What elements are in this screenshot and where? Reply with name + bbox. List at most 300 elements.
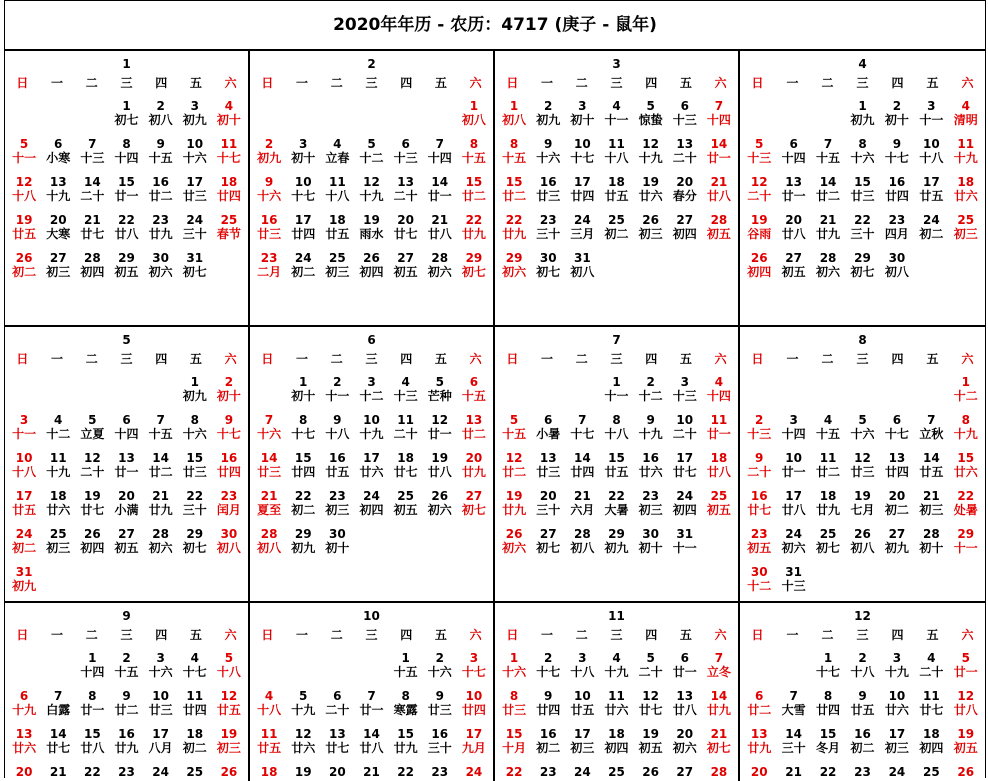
empty-cell xyxy=(776,647,810,685)
day-cell xyxy=(497,723,531,761)
lunar-date: 廿四 xyxy=(570,189,595,203)
gregorian-date: 24 xyxy=(465,765,483,779)
weekday-label: 四 xyxy=(891,628,904,642)
gregorian-date: 5 xyxy=(299,689,308,703)
gregorian-date: 25 xyxy=(819,527,837,541)
lunar-date: 廿六 xyxy=(638,465,663,479)
gregorian-date: 12 xyxy=(854,451,871,465)
month-panel xyxy=(740,51,985,327)
gregorian-date: 17 xyxy=(785,489,802,503)
gregorian-date: 8 xyxy=(469,137,479,151)
lunar-date: 廿八 xyxy=(706,189,731,203)
day-cell xyxy=(252,247,286,285)
gregorian-date: 8 xyxy=(509,689,519,703)
lunar-date: 十八 xyxy=(257,703,282,717)
lunar-date: 十八 xyxy=(216,665,241,679)
weekday-label: 一 xyxy=(541,352,554,366)
day-cell xyxy=(531,685,565,723)
day-cell xyxy=(457,371,491,409)
gregorian-date: 11 xyxy=(923,689,940,703)
weekday-label: 二 xyxy=(330,76,343,90)
lunar-date: 立春 xyxy=(325,151,350,165)
gregorian-date: 14 xyxy=(785,727,802,741)
day-cell xyxy=(144,523,178,561)
gregorian-date: 22 xyxy=(186,489,204,503)
day-cell xyxy=(354,247,388,285)
gregorian-date: 30 xyxy=(539,251,557,265)
lunar-date: 十二 xyxy=(953,389,978,403)
day-cell xyxy=(41,761,75,781)
lunar-date: 初九 xyxy=(884,541,909,555)
lunar-date: 廿五 xyxy=(325,227,350,241)
lunar-date: 廿五 xyxy=(12,227,37,241)
day-cell xyxy=(845,485,879,523)
gregorian-date: 4 xyxy=(333,137,342,151)
gregorian-date: 19 xyxy=(220,727,238,741)
day-cell xyxy=(742,133,776,171)
lunar-date: 廿九 xyxy=(461,465,486,479)
day-cell xyxy=(776,561,810,599)
weekday-label: 二 xyxy=(821,352,834,366)
gregorian-date: 15 xyxy=(505,727,523,741)
day-cell xyxy=(286,485,320,523)
day-cell xyxy=(286,171,320,209)
gregorian-date: 8 xyxy=(190,413,199,427)
gregorian-date: 14 xyxy=(363,727,380,741)
lunar-date: 廿八 xyxy=(953,703,978,717)
day-cell xyxy=(702,95,736,133)
day-cell xyxy=(457,447,491,485)
day-cell xyxy=(212,171,246,209)
day-grid xyxy=(5,95,248,285)
empty-cell xyxy=(742,647,776,685)
gregorian-date: 6 xyxy=(401,137,410,151)
lunar-date: 廿八 xyxy=(80,741,105,755)
day-cell xyxy=(7,447,41,485)
weekday-label: 四 xyxy=(400,628,413,642)
day-cell xyxy=(811,523,845,561)
day-cell xyxy=(776,171,810,209)
weekday-label: 日 xyxy=(261,352,274,366)
empty-cell xyxy=(286,95,320,133)
day-cell xyxy=(702,685,736,723)
gregorian-date: 13 xyxy=(785,175,802,189)
weekday-header xyxy=(740,347,985,371)
lunar-date: 十四 xyxy=(80,665,105,679)
weekday-label: 一 xyxy=(541,76,554,90)
lunar-date: 初六 xyxy=(427,265,452,279)
gregorian-date: 23 xyxy=(152,213,169,227)
lunar-date: 立冬 xyxy=(706,665,731,679)
gregorian-date: 18 xyxy=(220,175,238,189)
gregorian-date: 10 xyxy=(574,689,591,703)
day-cell xyxy=(914,133,948,171)
lunar-date: 谷雨 xyxy=(747,227,772,241)
day-cell xyxy=(41,485,75,523)
weekday-label: 三 xyxy=(610,628,623,642)
gregorian-date: 23 xyxy=(431,765,449,779)
gregorian-date: 7 xyxy=(578,413,587,427)
gregorian-date: 5 xyxy=(646,651,655,665)
lunar-date: 廿七 xyxy=(80,227,105,241)
day-cell xyxy=(634,647,668,685)
day-cell xyxy=(668,761,702,781)
lunar-date: 廿一 xyxy=(80,703,105,717)
day-cell xyxy=(949,409,983,447)
day-cell xyxy=(178,171,212,209)
lunar-date: 初七 xyxy=(182,541,207,555)
gregorian-date: 3 xyxy=(19,413,29,427)
gregorian-date: 22 xyxy=(465,213,483,227)
weekday-label: 日 xyxy=(506,76,519,90)
lunar-date: 廿九 xyxy=(706,703,731,717)
day-cell xyxy=(531,647,565,685)
lunar-date: 初十 xyxy=(570,113,595,127)
day-cell xyxy=(599,133,633,171)
lunar-date: 二十 xyxy=(393,427,418,441)
month-number: 8 xyxy=(858,333,867,347)
gregorian-date: 11 xyxy=(608,689,625,703)
gregorian-date: 4 xyxy=(190,651,199,665)
lunar-date: 初二 xyxy=(919,227,944,241)
gregorian-date: 28 xyxy=(819,251,837,265)
lunar-date: 十八 xyxy=(850,665,875,679)
day-cell xyxy=(389,723,423,761)
day-cell xyxy=(286,247,320,285)
gregorian-date: 2 xyxy=(892,99,902,113)
day-cell xyxy=(320,171,354,209)
gregorian-date: 20 xyxy=(118,489,135,503)
month-panel xyxy=(5,51,250,327)
empty-cell xyxy=(286,647,320,685)
gregorian-date: 14 xyxy=(574,451,591,465)
day-cell xyxy=(109,209,143,247)
day-cell xyxy=(811,447,845,485)
gregorian-date: 16 xyxy=(888,175,906,189)
month-number: 9 xyxy=(122,609,131,623)
month-panel xyxy=(5,603,250,781)
month-number: 5 xyxy=(122,333,131,347)
lunar-date: 初二 xyxy=(182,741,207,755)
lunar-date: 廿六 xyxy=(46,503,71,517)
gregorian-date: 19 xyxy=(363,213,380,227)
gregorian-date: 17 xyxy=(152,727,169,741)
lunar-date: 廿六 xyxy=(291,741,316,755)
lunar-date: 廿七 xyxy=(46,741,71,755)
gregorian-date: 11 xyxy=(819,451,837,465)
month-panel xyxy=(495,327,740,603)
lunar-date: 芒种 xyxy=(427,389,452,403)
empty-cell xyxy=(75,371,109,409)
gregorian-date: 7 xyxy=(367,689,376,703)
day-grid xyxy=(5,371,248,599)
empty-cell xyxy=(531,371,565,409)
day-cell xyxy=(742,523,776,561)
day-cell xyxy=(144,485,178,523)
day-cell xyxy=(252,209,286,247)
gregorian-date: 11 xyxy=(608,137,625,151)
lunar-date: 廿五 xyxy=(570,703,595,717)
lunar-date: 初十 xyxy=(216,113,241,127)
gregorian-date: 18 xyxy=(608,175,625,189)
day-cell xyxy=(497,761,531,781)
lunar-date: 十五 xyxy=(461,151,486,165)
day-cell xyxy=(286,409,320,447)
day-cell xyxy=(702,171,736,209)
gregorian-date: 15 xyxy=(957,451,975,465)
lunar-date: 廿五 xyxy=(850,703,875,717)
day-cell xyxy=(497,523,531,561)
day-cell xyxy=(742,447,776,485)
weekday-header xyxy=(5,347,248,371)
lunar-date: 三月 xyxy=(570,227,595,241)
day-cell xyxy=(320,133,354,171)
day-cell xyxy=(178,761,212,781)
day-cell xyxy=(41,723,75,761)
lunar-date: 九月 xyxy=(461,741,486,755)
day-cell xyxy=(742,247,776,285)
day-cell xyxy=(845,409,879,447)
day-cell xyxy=(565,523,599,561)
weekday-label: 四 xyxy=(891,352,904,366)
gregorian-date: 17 xyxy=(465,727,483,741)
day-cell xyxy=(178,485,212,523)
lunar-date: 十九 xyxy=(12,703,37,717)
day-cell xyxy=(914,409,948,447)
weekday-label: 四 xyxy=(400,352,413,366)
gregorian-date: 12 xyxy=(15,175,33,189)
gregorian-date: 22 xyxy=(608,489,625,503)
lunar-date: 廿六 xyxy=(638,189,663,203)
day-cell xyxy=(212,723,246,761)
day-cell xyxy=(320,523,354,561)
weekday-label: 四 xyxy=(400,76,413,90)
day-cell xyxy=(880,761,914,781)
day-cell xyxy=(531,133,565,171)
day-cell xyxy=(634,95,668,133)
lunar-date: 廿二 xyxy=(502,465,527,479)
gregorian-date: 16 xyxy=(152,175,169,189)
gregorian-date: 28 xyxy=(152,527,169,541)
day-cell xyxy=(531,409,565,447)
lunar-date: 二十 xyxy=(393,189,418,203)
day-cell xyxy=(914,171,948,209)
gregorian-date: 27 xyxy=(676,213,694,227)
month-panel xyxy=(740,327,985,603)
lunar-date: 处暑 xyxy=(953,503,978,517)
gregorian-date: 21 xyxy=(710,727,728,741)
gregorian-date: 3 xyxy=(299,137,308,151)
weekday-label: 六 xyxy=(469,352,482,366)
lunar-date: 初八 xyxy=(570,541,595,555)
day-cell xyxy=(109,647,143,685)
gregorian-date: 2 xyxy=(224,375,234,389)
lunar-date: 廿六 xyxy=(953,189,978,203)
day-cell xyxy=(423,171,457,209)
lunar-date: 廿四 xyxy=(216,465,241,479)
lunar-date: 廿八 xyxy=(359,741,384,755)
gregorian-date: 5 xyxy=(858,413,867,427)
empty-cell xyxy=(41,95,75,133)
day-grid xyxy=(5,647,248,781)
day-cell xyxy=(354,761,388,781)
lunar-date: 初二 xyxy=(12,541,37,555)
day-cell xyxy=(354,447,388,485)
day-cell xyxy=(811,485,845,523)
gregorian-date: 1 xyxy=(858,99,867,113)
lunar-date: 十六 xyxy=(536,151,561,165)
day-cell xyxy=(565,485,599,523)
day-cell xyxy=(212,409,246,447)
gregorian-date: 16 xyxy=(642,451,659,465)
lunar-date: 初三 xyxy=(46,541,71,555)
lunar-date: 初十 xyxy=(325,541,350,555)
lunar-date: 廿五 xyxy=(919,189,944,203)
day-cell xyxy=(914,685,948,723)
weekday-label: 六 xyxy=(714,76,727,90)
day-cell xyxy=(178,95,212,133)
gregorian-date: 11 xyxy=(220,137,238,151)
gregorian-date: 19 xyxy=(957,727,975,741)
day-cell xyxy=(457,485,491,523)
day-cell xyxy=(423,409,457,447)
gregorian-date: 16 xyxy=(539,175,557,189)
lunar-date: 廿六 xyxy=(12,741,37,755)
lunar-date: 二十 xyxy=(325,703,350,717)
gregorian-date: 23 xyxy=(888,213,906,227)
lunar-date: 十七 xyxy=(884,151,909,165)
weekday-label: 五 xyxy=(679,628,692,642)
gregorian-date: 10 xyxy=(15,451,33,465)
day-cell xyxy=(742,561,776,599)
gregorian-date: 1 xyxy=(961,375,970,389)
gregorian-date: 14 xyxy=(710,137,728,151)
lunar-date: 十八 xyxy=(604,427,629,441)
weekday-label: 一 xyxy=(786,352,799,366)
gregorian-date: 1 xyxy=(612,375,621,389)
lunar-date: 十四 xyxy=(706,389,731,403)
day-cell xyxy=(286,209,320,247)
gregorian-date: 11 xyxy=(397,413,414,427)
gregorian-date: 2 xyxy=(333,375,342,389)
lunar-date: 寒露 xyxy=(393,703,418,717)
weekday-header xyxy=(250,71,493,95)
gregorian-date: 20 xyxy=(329,765,346,779)
gregorian-date: 23 xyxy=(750,527,768,541)
day-cell xyxy=(178,523,212,561)
gregorian-date: 6 xyxy=(544,413,553,427)
day-cell xyxy=(109,133,143,171)
lunar-date: 十七 xyxy=(461,665,486,679)
day-cell xyxy=(178,247,212,285)
empty-cell xyxy=(845,371,879,409)
gregorian-date: 15 xyxy=(854,175,871,189)
gregorian-date: 7 xyxy=(88,137,97,151)
weekday-label: 六 xyxy=(961,628,974,642)
lunar-date: 廿九 xyxy=(148,227,173,241)
day-cell xyxy=(423,371,457,409)
gregorian-date: 3 xyxy=(469,651,479,665)
day-cell xyxy=(286,371,320,409)
empty-cell xyxy=(7,371,41,409)
gregorian-date: 11 xyxy=(260,727,278,741)
lunar-date: 初四 xyxy=(604,741,629,755)
day-cell xyxy=(144,685,178,723)
lunar-date: 廿四 xyxy=(536,703,561,717)
day-cell xyxy=(565,761,599,781)
day-cell xyxy=(497,209,531,247)
gregorian-date: 13 xyxy=(888,451,906,465)
day-cell xyxy=(531,447,565,485)
gregorian-date: 16 xyxy=(329,451,346,465)
weekday-label: 三 xyxy=(856,76,869,90)
weekday-label: 三 xyxy=(610,352,623,366)
gregorian-date: 2 xyxy=(544,99,553,113)
lunar-date: 初七 xyxy=(706,741,731,755)
lunar-date: 十四 xyxy=(781,151,806,165)
lunar-date: 廿三 xyxy=(427,703,452,717)
day-cell xyxy=(531,247,565,285)
lunar-date: 廿一 xyxy=(781,465,806,479)
gregorian-date: 17 xyxy=(676,451,694,465)
gregorian-date: 24 xyxy=(888,765,906,779)
lunar-date: 初十 xyxy=(919,541,944,555)
gregorian-date: 13 xyxy=(397,175,414,189)
lunar-date: 初二 xyxy=(291,265,316,279)
day-cell xyxy=(845,647,879,685)
day-cell xyxy=(949,685,983,723)
lunar-date: 廿一 xyxy=(706,151,731,165)
day-cell xyxy=(423,647,457,685)
gregorian-date: 20 xyxy=(539,489,557,503)
day-cell xyxy=(75,447,109,485)
day-cell xyxy=(212,95,246,133)
day-cell xyxy=(7,561,41,599)
day-cell xyxy=(109,761,143,781)
gregorian-date: 12 xyxy=(431,413,449,427)
lunar-date: 十二 xyxy=(359,151,384,165)
weekday-label: 五 xyxy=(189,628,202,642)
day-cell xyxy=(320,371,354,409)
gregorian-date: 14 xyxy=(260,451,278,465)
lunar-date: 冬月 xyxy=(816,741,841,755)
day-cell xyxy=(7,171,41,209)
day-cell xyxy=(212,761,246,781)
lunar-date: 十七 xyxy=(216,151,241,165)
gregorian-date: 26 xyxy=(750,251,768,265)
lunar-date: 初四 xyxy=(80,541,105,555)
empty-cell xyxy=(497,371,531,409)
day-cell xyxy=(880,209,914,247)
lunar-date: 初七 xyxy=(536,541,561,555)
gregorian-date: 17 xyxy=(15,489,33,503)
day-cell xyxy=(212,523,246,561)
day-cell xyxy=(742,485,776,523)
day-grid xyxy=(740,95,985,285)
lunar-date: 十六 xyxy=(257,189,282,203)
gregorian-date: 24 xyxy=(923,213,940,227)
gregorian-date: 22 xyxy=(957,489,975,503)
day-cell xyxy=(286,723,320,761)
lunar-date: 十三 xyxy=(747,151,772,165)
lunar-date: 廿三 xyxy=(182,189,207,203)
day-cell xyxy=(880,685,914,723)
lunar-date: 廿七 xyxy=(638,703,663,717)
gregorian-date: 13 xyxy=(329,727,346,741)
day-cell xyxy=(41,685,75,723)
month-panel xyxy=(495,51,740,327)
lunar-date: 廿八 xyxy=(427,465,452,479)
